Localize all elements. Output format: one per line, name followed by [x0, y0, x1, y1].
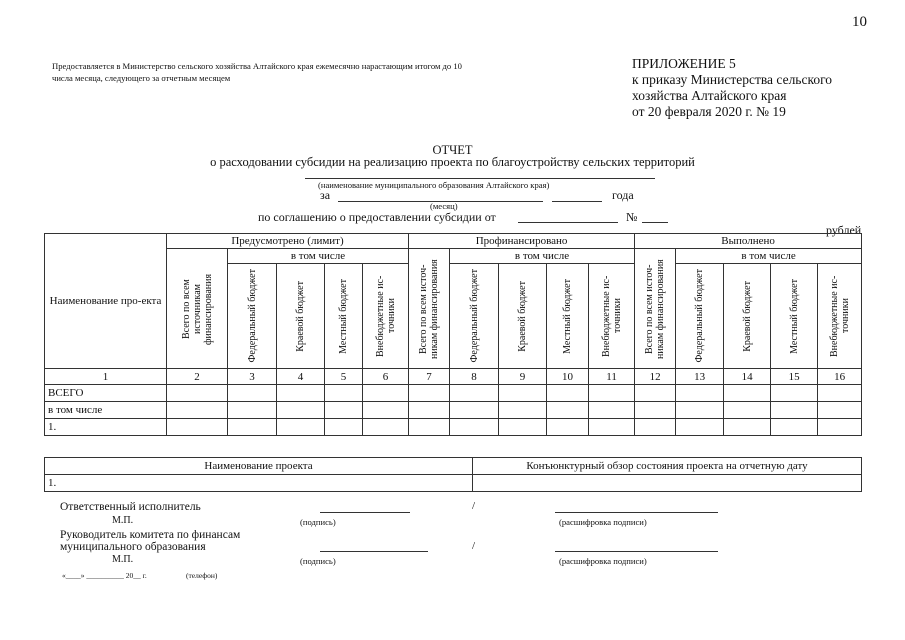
col-number: 6	[363, 369, 409, 385]
appendix-line-4: от 20 февраля 2020 г. № 19	[632, 104, 786, 119]
responsible-label: Ответственный исполнитель	[60, 501, 201, 513]
col-local-1: Местный бюджет	[325, 264, 363, 369]
table-cell[interactable]	[167, 419, 228, 436]
table-cell[interactable]	[363, 385, 409, 402]
col-number: 5	[325, 369, 363, 385]
row-label-total: ВСЕГО	[45, 385, 167, 402]
table-cell[interactable]	[363, 419, 409, 436]
review-header: Конъюнктурный обзор состояния проекта на отчетную дату	[473, 458, 862, 475]
table-cell[interactable]	[450, 419, 499, 436]
col-number: 14	[724, 369, 771, 385]
table-cell[interactable]	[409, 419, 450, 436]
appendix-block	[632, 56, 832, 120]
table-cell[interactable]	[724, 402, 771, 419]
table-cell[interactable]	[167, 402, 228, 419]
col-extra-2: Внебюджетные ис-точники	[589, 264, 635, 369]
head-label-line-1: Руководитель комитета по финансам	[60, 529, 241, 541]
appendix-line-1: ПРИЛОЖЕНИЕ 5	[632, 56, 736, 71]
col-number: 11	[589, 369, 635, 385]
municipality-caption: (наименование муниципального образования Алтайского края)	[318, 180, 550, 190]
za-label: за	[320, 188, 331, 202]
slash: /	[472, 500, 476, 512]
signature-caption: (подпись)	[300, 556, 336, 566]
year-label: года	[612, 188, 634, 202]
col-number: 8	[450, 369, 499, 385]
appendix-line-2: к приказу Министерства сельского	[632, 72, 833, 87]
in-total-1: в том числе	[228, 249, 409, 264]
in-total-2: в том числе	[450, 249, 635, 264]
table-cell[interactable]	[167, 385, 228, 402]
table-cell[interactable]	[409, 385, 450, 402]
project-name-header: Наименование проекта	[45, 458, 473, 475]
project-review-table	[44, 457, 862, 492]
table-cell[interactable]	[450, 402, 499, 419]
group-planned: Предусмотрено (лимит)	[167, 234, 409, 249]
col-number: 1	[45, 369, 167, 385]
decoding-field[interactable]	[555, 512, 718, 513]
col-regional-3: Краевой бюджет	[724, 264, 771, 369]
col-number: 3	[228, 369, 277, 385]
table-cell[interactable]	[228, 385, 277, 402]
project-name-header: Наименование про-екта	[45, 234, 167, 369]
table-cell[interactable]	[499, 385, 547, 402]
page-number: 10	[852, 14, 867, 30]
phone-caption: (телефон)	[186, 571, 218, 580]
table-cell[interactable]	[676, 419, 724, 436]
report-table	[44, 233, 862, 436]
table-cell[interactable]	[676, 385, 724, 402]
review-cell[interactable]	[473, 475, 862, 492]
col-number: 4	[277, 369, 325, 385]
year-field[interactable]	[552, 201, 602, 202]
table-cell[interactable]	[277, 385, 325, 402]
col-number: 9	[499, 369, 547, 385]
table-cell[interactable]	[499, 402, 547, 419]
table-cell[interactable]	[724, 419, 771, 436]
stamp-label: М.П.	[112, 554, 134, 565]
row-label-one: 1.	[45, 419, 167, 436]
signature-field[interactable]	[320, 512, 410, 513]
col-number: 12	[635, 369, 676, 385]
col-number: 7	[409, 369, 450, 385]
agreement-date-field[interactable]	[518, 222, 618, 223]
col-number: 2	[167, 369, 228, 385]
municipality-field[interactable]	[305, 178, 655, 179]
table-row	[45, 419, 862, 436]
table-cell[interactable]	[499, 419, 547, 436]
agreement-label: по соглашению о предоставлении субсидии от	[258, 210, 496, 224]
table-cell[interactable]	[277, 419, 325, 436]
col-regional-2: Краевой бюджет	[499, 264, 547, 369]
table-cell[interactable]	[325, 402, 363, 419]
agreement-number-field[interactable]	[642, 222, 668, 223]
month-caption: (месяц)	[430, 201, 458, 211]
signature-field[interactable]	[320, 551, 428, 552]
table-cell[interactable]	[589, 419, 635, 436]
stamp-label: М.П.	[112, 515, 134, 526]
table-cell[interactable]	[818, 419, 862, 436]
row-label-including: в том числе	[45, 402, 167, 419]
appendix-line-3: хозяйства Алтайского края	[632, 88, 787, 103]
number-sign: №	[626, 210, 638, 224]
col-federal-1: Федеральный бюджет	[228, 264, 277, 369]
head-label-line-2: муниципального образования	[60, 541, 206, 553]
table-cell[interactable]	[818, 402, 862, 419]
table-cell[interactable]	[228, 419, 277, 436]
col-local-3: Местный бюджет	[771, 264, 818, 369]
col-federal-3: Федеральный бюджет	[676, 264, 724, 369]
decoding-field[interactable]	[555, 551, 718, 552]
table-cell[interactable]	[228, 402, 277, 419]
in-total-3: в том числе	[676, 249, 862, 264]
table-cell[interactable]	[409, 402, 450, 419]
table-cell[interactable]	[635, 385, 676, 402]
table-cell[interactable]	[589, 402, 635, 419]
table-cell[interactable]	[325, 419, 363, 436]
col-number: 13	[676, 369, 724, 385]
table-cell[interactable]	[325, 385, 363, 402]
table-cell[interactable]	[277, 402, 325, 419]
slash: /	[472, 540, 476, 552]
table-cell[interactable]	[589, 385, 635, 402]
col-federal-2: Федеральный бюджет	[450, 264, 499, 369]
table-cell[interactable]	[635, 419, 676, 436]
col-local-2: Местный бюджет	[547, 264, 589, 369]
unit-label: рублей	[826, 223, 862, 237]
table-cell[interactable]	[771, 385, 818, 402]
col-number: 10	[547, 369, 589, 385]
decoding-caption: (расшифровка подписи)	[559, 556, 647, 566]
table-cell[interactable]	[771, 402, 818, 419]
col-extra-1: Внебюджетные ис-точники	[363, 264, 409, 369]
date-line[interactable]: «____» __________ 20__ г.	[62, 571, 147, 580]
table-cell[interactable]	[818, 385, 862, 402]
table-cell[interactable]	[771, 419, 818, 436]
table-row	[45, 402, 862, 419]
table-row	[45, 385, 862, 402]
table-cell[interactable]	[547, 385, 589, 402]
group-completed: Выполнено	[635, 234, 862, 249]
report-title: ОТЧЕТ	[432, 143, 473, 157]
project-row-label: 1.	[45, 475, 473, 492]
submission-note: Предоставляется в Министерство сельского хозяйства Алтайского края ежемесячно нарастающим итогом до 10 числа месяца, следующего за отчетным месяцем	[52, 61, 462, 83]
col-total-3: Всего по всем источ-никам финансирования	[635, 249, 676, 369]
table-cell[interactable]	[547, 402, 589, 419]
table-cell[interactable]	[676, 402, 724, 419]
table-cell[interactable]	[363, 402, 409, 419]
col-extra-3: Внебюджетные ис-точники	[818, 264, 862, 369]
decoding-caption: (расшифровка подписи)	[559, 517, 647, 527]
col-regional-1: Краевой бюджет	[277, 264, 325, 369]
col-number: 16	[818, 369, 862, 385]
col-number: 15	[771, 369, 818, 385]
report-subtitle: о расходовании субсидии на реализацию проекта по благоустройству сельских территорий	[210, 155, 695, 169]
table-cell[interactable]	[635, 402, 676, 419]
table-cell[interactable]	[547, 419, 589, 436]
signature-caption: (подпись)	[300, 517, 336, 527]
col-total-2: Всего по всем источ-никам финансирования	[409, 249, 450, 369]
table-cell[interactable]	[724, 385, 771, 402]
table-cell[interactable]	[450, 385, 499, 402]
group-financed: Профинансировано	[409, 234, 635, 249]
col-total-1: Всего по всем источникам финансирования	[167, 249, 228, 369]
